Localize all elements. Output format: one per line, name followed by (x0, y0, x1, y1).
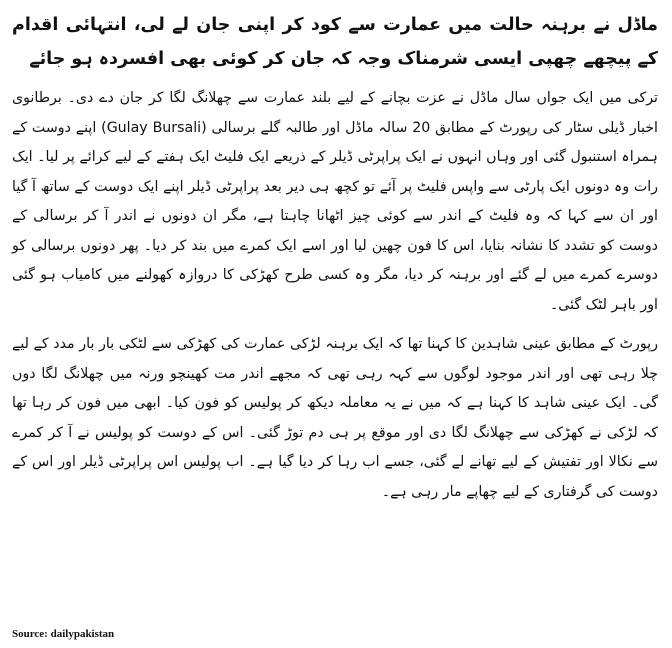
article (12, 8, 658, 640)
source-credit: Source: dailypakistan (12, 628, 115, 640)
article-paragraph-2: رپورٹ کے مطابق عینی شاہدین کا کہنا تھا کہ ایک برہنہ لڑکی عمارت کی کھڑکی سے لٹکی بار بار مدد کے لیے چلا رہی تھی اور اندر موجود لوگوں سے کہہ رہی تھی کہ مجھے اندر مت کھینچو ورنہ میں چھلانگ لگا دوں گی۔ ایک عینی شاہد کا کہنا ہے کہ میں نے یہ معاملہ دیکھ کر پولیس کو فون کیا۔ ابھی میں فون کر رہا تھا کہ لڑکی نے کھڑکی سے چھلانگ لگا دی اور موقع پر ہی دم توڑ گئی۔ اس کے دوست کو پولیس نے آ کر کمرے سے نکالا اور تفتیش کے لیے تھانے لے گئی، جسے اب رہا کر دیا گیا ہے۔ اب پولیس اس پراپرٹی ڈیلر اور اس کے دوست کی گرفتاری کے لیے چھاپے مار رہی ہے۔ (12, 336, 658, 500)
article-headline: ماڈل نے برہنہ حالت میں عمارت سے کود کر اپنی جان لے لی، انتہائی اقدام کے پیچھے چھپی ایسی شرمناک وجہ کہ جان کر کوئی بھی افسردہ ہو جائے (12, 15, 658, 69)
article-paragraph-1: ترکی میں ایک جواں سال ماڈل نے عزت بچانے کے لیے بلند عمارت سے چھلانگ لگا کر جان دے دی۔ برطانوی اخبار ڈیلی سٹار کی رپورٹ کے مطابق 20 سالہ ماڈل اور طالبہ گلے برسالی (Gulay Bursali) اپنے دوست کے ہمراہ استنبول گئی اور وہاں انہوں نے ایک پراپرٹی ڈیلر کے ذریعے ایک فلیٹ ایک ہفتے کے لیے کرائے پر لیا۔ ایک رات وہ دونوں ایک پارٹی سے واپس فلیٹ پر آئے تو کچھ ہی دیر بعد پراپرٹی ڈیلر اپنے ایک دوست کے ساتھ آ گیا اور ان سے کہا کہ وہ فلیٹ کے اندر سے کوئی چیز اٹھانا چاہتا ہے، مگر ان دونوں نے اندر آ کر برسالی کے دوست کو تشدد کا نشانہ بنایا، اس کا فون چھین لیا اور اسے ایک کمرے میں بند کر دیا۔ پھر دونوں برسالی کو دوسرے کمرے میں لے گئے اور برہنہ کر دیا، مگر وہ کسی طرح کھڑکی کا دروازہ کھولنے میں کامیاب ہو گئی اور باہر لٹک گئی۔ (12, 90, 658, 313)
